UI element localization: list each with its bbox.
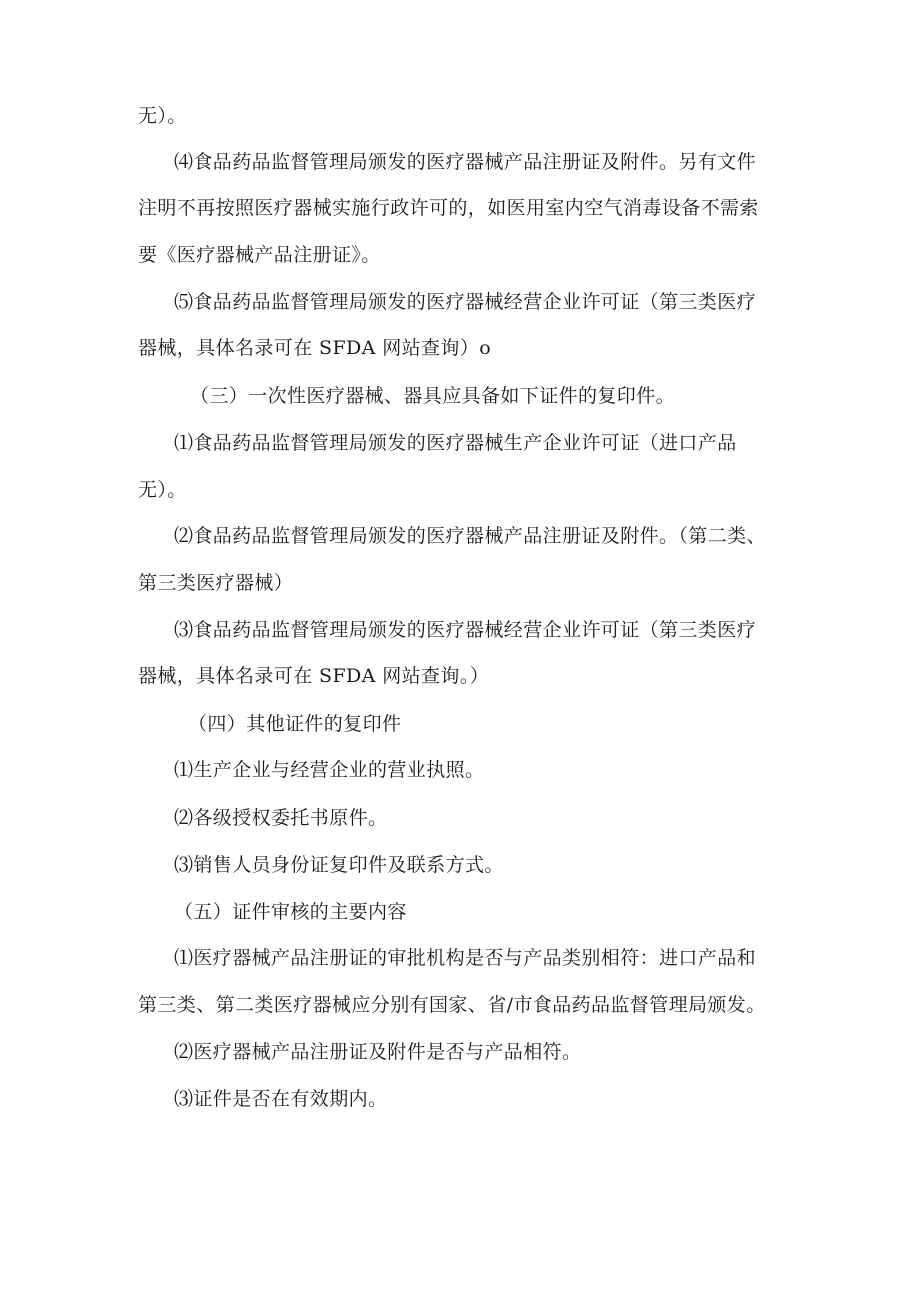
- text-line: ⑵医疗器械产品注册证及附件是否与产品相符。: [174, 1041, 582, 1063]
- text-line: ⑴食品药品监督管理局颁发的医疗器械生产企业许可证（进口产品: [174, 432, 737, 454]
- text-line: 注明不再按照医疗器械实施行政许可的，如医用室内空气消毒设备不需索: [138, 197, 759, 219]
- text-line: 器械，具体名录可在 SFDA 网站查询）o: [138, 337, 492, 359]
- text-line: 第三类、第二类医疗器械应分别有国家、省/市食品药品监督管理局颁发。: [138, 994, 766, 1016]
- text-line: ⑶销售人员身份证复印件及联系方式。: [174, 854, 504, 876]
- text-line: ⑴生产企业与经营企业的营业执照。: [174, 759, 485, 781]
- text-line: 器械，具体名录可在 SFDA 网站查询。）: [138, 665, 490, 687]
- text-line: ⑷食品药品监督管理局颁发的医疗器械产品注册证及附件。另有文件: [174, 151, 757, 173]
- section-heading: （五）证件审核的主要内容: [174, 901, 407, 923]
- text-line: ⑵食品药品监督管理局颁发的医疗器械产品注册证及附件。（第二类、: [174, 525, 766, 547]
- text-line: 要《医疗器械产品注册证》。: [138, 244, 381, 266]
- text-line: ⑸食品药品监督管理局颁发的医疗器械经营企业许可证（第三类医疗: [174, 291, 757, 313]
- section-heading: （四）其他证件的复印件: [188, 713, 402, 735]
- text-line: ⑵各级授权委托书原件。: [174, 807, 388, 829]
- text-line: ⑴医疗器械产品注册证的审批机构是否与产品类别相符：进口产品和: [174, 947, 757, 969]
- text-line: ⑶食品药品监督管理局颁发的医疗器械经营企业许可证（第三类医疗: [174, 619, 757, 641]
- text-line: 无）。: [138, 105, 187, 127]
- text-line: ⑶证件是否在有效期内。: [174, 1088, 388, 1110]
- text-line: 第三类医疗器械）: [138, 572, 294, 594]
- section-heading: （三）一次性医疗器械、器具应具备如下证件的复印件。: [190, 385, 676, 407]
- text-line: 无）。: [138, 479, 187, 501]
